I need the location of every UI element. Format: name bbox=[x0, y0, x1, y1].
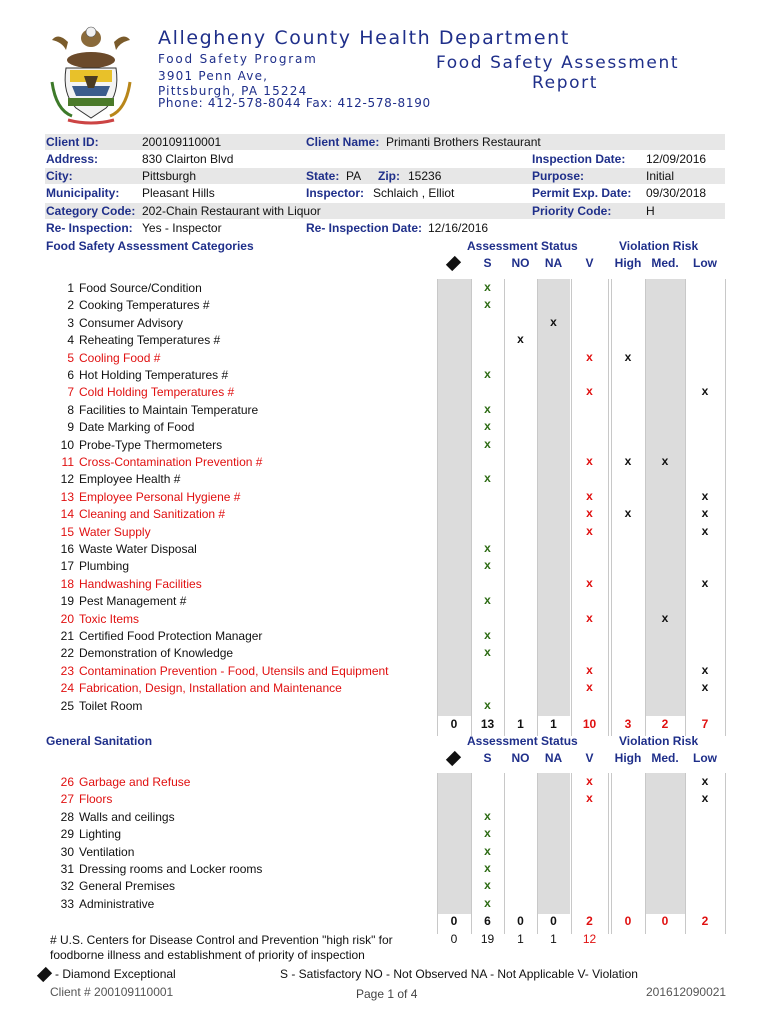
state-label: State: bbox=[306, 169, 340, 183]
zip-label: Zip: bbox=[378, 169, 400, 183]
item-name: Waste Water Disposal bbox=[79, 542, 197, 556]
report-title-line-1: Food Safety Assessment bbox=[436, 53, 680, 73]
food_section-col-s: S bbox=[483, 256, 492, 270]
inspector-value: Schlaich , Elliot bbox=[373, 186, 455, 200]
item-number: 32 bbox=[60, 879, 74, 894]
item-name: Fabrication, Design, Installation and Maintenance bbox=[79, 681, 342, 696]
sanitation_section-risk-header: Violation Risk bbox=[619, 734, 699, 748]
cdc-note-line-2: foodborne illness and establishment of priority of inspection bbox=[50, 948, 365, 962]
reinspection-date: 12/16/2016 bbox=[428, 221, 489, 235]
mark-s: x bbox=[484, 878, 491, 893]
item-name: Dressing rooms and Locker rooms bbox=[79, 862, 263, 876]
item-number: 29 bbox=[60, 827, 74, 842]
item-number: 25 bbox=[60, 698, 74, 713]
sanitation_section-shade-m bbox=[645, 773, 685, 914]
sanitation_section-total-high: 0 bbox=[624, 914, 632, 928]
food_section-title: Food Safety Assessment Categories bbox=[46, 239, 254, 253]
food_section-rule bbox=[611, 279, 612, 736]
reinspection-date-label: Re- Inspection Date: bbox=[306, 221, 423, 235]
item-number: 31 bbox=[60, 862, 74, 876]
food_section-rule bbox=[504, 279, 505, 736]
cdc-note-line-1: # U.S. Centers for Disease Control and Prevention "high risk" for bbox=[50, 933, 393, 947]
food_section-rule bbox=[537, 279, 538, 736]
sanitation_section-col-m: Med. bbox=[651, 751, 679, 765]
municipality-label: Municipality: bbox=[46, 186, 120, 200]
mark-v: x bbox=[586, 774, 593, 788]
risk-mark-lo: x bbox=[701, 384, 709, 399]
mark-s: x bbox=[484, 697, 491, 712]
risk-mark-lo: x bbox=[701, 506, 709, 521]
sanitation_section-title: General Sanitation bbox=[46, 734, 153, 748]
item-name: Administrative bbox=[79, 896, 155, 911]
risk-mark-lo: x bbox=[701, 575, 709, 590]
item-name: Probe-Type Thermometers bbox=[79, 437, 223, 452]
item-number: 16 bbox=[60, 542, 74, 556]
item-name: Contamination Prevention - Food, Utensils and Equipment bbox=[79, 663, 389, 678]
food_section-total-v: 10 bbox=[582, 717, 597, 731]
risk-mark-lo: x bbox=[701, 488, 709, 503]
sanitation_section-rule bbox=[685, 773, 686, 934]
risk-mark-h: x bbox=[624, 454, 632, 468]
item-name: Toxic Items bbox=[79, 611, 140, 626]
sanitation_section-total-na: 1 bbox=[550, 932, 557, 946]
item-name: Hot Holding Temperatures # bbox=[79, 368, 229, 382]
program-title: Food Safety Program bbox=[158, 52, 318, 66]
city-label: City: bbox=[46, 169, 73, 183]
address-line-2: Pittsburgh, PA 15224 bbox=[158, 84, 308, 98]
mark-s: x bbox=[484, 280, 491, 294]
item-name: Certified Food Protection Manager bbox=[79, 629, 263, 643]
sanitation_section-col-no: NO bbox=[511, 751, 530, 765]
mark-v: x bbox=[586, 523, 593, 538]
item-number: 11 bbox=[61, 455, 74, 469]
item-number: 8 bbox=[67, 402, 74, 417]
item-number: 20 bbox=[60, 611, 74, 626]
client-name-label: Client Name: bbox=[306, 135, 380, 149]
state-value: PA bbox=[346, 169, 362, 183]
item-number: 23 bbox=[60, 663, 74, 678]
item-number: 12 bbox=[60, 472, 74, 487]
sanitation_section-shade-d bbox=[437, 773, 471, 914]
mark-v: x bbox=[586, 662, 593, 677]
item-number: 4 bbox=[67, 333, 74, 348]
food_section-total-na: 1 bbox=[550, 717, 557, 731]
food_section-total-low: 7 bbox=[701, 717, 709, 731]
sanitation_section-rule bbox=[571, 773, 572, 934]
sanitation_section-col-h: High bbox=[614, 751, 642, 765]
sanitation_section-rule bbox=[645, 773, 646, 934]
mark-s: x bbox=[484, 861, 491, 875]
mark-s: x bbox=[484, 593, 491, 608]
item-name: Garbage and Refuse bbox=[79, 775, 191, 789]
address-value: 830 Clairton Blvd bbox=[142, 152, 234, 166]
food_section-rule bbox=[685, 279, 686, 736]
food_section-total-no: 1 bbox=[517, 717, 524, 731]
food_section-rule bbox=[725, 279, 726, 736]
food_section-total-d: 0 bbox=[450, 717, 458, 731]
sanitation_section-status-header: Assessment Status bbox=[467, 734, 578, 748]
priority-code-label: Priority Code: bbox=[532, 204, 612, 218]
item-name: Employee Health # bbox=[79, 472, 181, 487]
sanitation_section-total-no: 1 bbox=[517, 932, 524, 946]
client-id: 200109110001 bbox=[142, 135, 222, 149]
item-name: Pest Management # bbox=[79, 594, 187, 609]
food_section-rule bbox=[571, 279, 572, 736]
item-name: Consumer Advisory bbox=[79, 315, 184, 330]
item-name: Date Marking of Food bbox=[79, 420, 195, 435]
item-number: 7 bbox=[67, 385, 74, 400]
item-number: 6 bbox=[67, 368, 74, 382]
inspection-date-label: Inspection Date: bbox=[532, 152, 626, 166]
item-number: 33 bbox=[60, 896, 74, 911]
mark-v: x bbox=[586, 454, 593, 468]
item-name: Cooking Temperatures # bbox=[79, 298, 210, 313]
item-number: 14 bbox=[60, 507, 74, 522]
address-label: Address: bbox=[46, 152, 99, 166]
mark-v: x bbox=[586, 680, 593, 695]
item-number: 13 bbox=[60, 489, 74, 504]
footer-client-number: Client # 200109110001 bbox=[50, 985, 174, 999]
mark-s: x bbox=[484, 645, 491, 660]
food_section-col-h: High bbox=[614, 256, 642, 270]
item-name: Ventilation bbox=[79, 844, 135, 859]
mark-s: x bbox=[484, 419, 491, 434]
item-name: Employee Personal Hygiene # bbox=[79, 489, 241, 504]
document-id: 201612090021 bbox=[646, 985, 727, 999]
risk-mark-m: x bbox=[661, 454, 669, 468]
status-legend: S - Satisfactory NO - Not Observed NA - Not Applicable V- Violation bbox=[280, 967, 638, 981]
item-name: Cooling Food # bbox=[79, 350, 161, 365]
item-number: 9 bbox=[67, 420, 74, 435]
food_section-shade-d bbox=[437, 279, 471, 716]
food_section-col-lo: Low bbox=[693, 256, 717, 270]
item-name: Handwashing Facilities bbox=[79, 576, 202, 591]
mark-v: x bbox=[586, 610, 593, 625]
item-number: 10 bbox=[60, 437, 74, 452]
item-number: 21 bbox=[60, 629, 74, 643]
mark-s: x bbox=[484, 436, 491, 451]
food_section-risk-header: Violation Risk bbox=[619, 239, 699, 253]
food_section-col-no: NO bbox=[511, 256, 530, 270]
item-name: Reheating Temperatures # bbox=[79, 333, 221, 348]
phone-fax: Phone: 412-578-8044 Fax: 412-578-8190 bbox=[158, 96, 431, 110]
mark-s: x bbox=[484, 471, 491, 486]
zip-value: 15236 bbox=[408, 169, 442, 183]
sanitation_section-col-na: NA bbox=[544, 751, 563, 765]
food_section-rule bbox=[437, 279, 438, 736]
risk-mark-lo: x bbox=[701, 680, 709, 695]
diamond-icon bbox=[37, 967, 52, 982]
purpose-label: Purpose: bbox=[532, 169, 585, 183]
risk-mark-h: x bbox=[624, 506, 632, 521]
mark-v: x bbox=[586, 349, 593, 364]
item-number: 22 bbox=[60, 646, 74, 661]
mark-v: x bbox=[586, 488, 593, 503]
mark-s: x bbox=[484, 401, 491, 416]
item-number: 17 bbox=[60, 559, 74, 574]
mark-v: x bbox=[586, 506, 593, 521]
sanitation_section-total-na: 0 bbox=[550, 914, 557, 928]
risk-mark-lo: x bbox=[701, 662, 709, 677]
sanitation_section-shade-na bbox=[537, 773, 570, 914]
item-number: 18 bbox=[60, 576, 74, 591]
page-number: Page 1 of 4 bbox=[356, 987, 418, 1001]
client-id-label: Client ID: bbox=[46, 135, 99, 149]
category-code-value: 202-Chain Restaurant with Liquor bbox=[142, 204, 321, 218]
food_section-rule bbox=[645, 279, 646, 736]
item-number: 5 bbox=[67, 350, 74, 365]
permit-exp-label: Permit Exp. Date: bbox=[532, 186, 632, 200]
county-seal bbox=[48, 22, 134, 126]
item-number: 30 bbox=[60, 844, 74, 859]
food_section-diamond-icon bbox=[446, 256, 461, 271]
food_section-col-m: Med. bbox=[651, 256, 679, 270]
category-code-label: Category Code: bbox=[46, 204, 136, 218]
food_section-total-med: 2 bbox=[661, 717, 669, 731]
item-number: 27 bbox=[60, 792, 74, 807]
risk-mark-lo: x bbox=[701, 774, 709, 788]
food_section-total-high: 3 bbox=[624, 717, 632, 731]
mark-s: x bbox=[484, 558, 491, 573]
mark-s: x bbox=[484, 628, 491, 642]
mark-s: x bbox=[484, 895, 491, 910]
item-number: 15 bbox=[60, 524, 74, 539]
inspector-label: Inspector: bbox=[306, 186, 365, 200]
purpose-value: Initial bbox=[646, 169, 675, 183]
item-name: Walls and ceilings bbox=[79, 809, 175, 824]
food_section-total-s: 13 bbox=[480, 717, 495, 731]
mark-s: x bbox=[484, 541, 491, 555]
client-name: Primanti Brothers Restaurant bbox=[386, 135, 541, 149]
item-name: Cold Holding Temperatures # bbox=[79, 385, 235, 400]
sanitation_section-rule bbox=[471, 773, 472, 934]
sanitation_section-rule bbox=[437, 773, 438, 934]
sanitation_section-rule bbox=[537, 773, 538, 934]
item-number: 24 bbox=[60, 681, 74, 696]
sanitation_section-total-low: 2 bbox=[701, 914, 709, 928]
diamond-legend: - Diamond Exceptional bbox=[55, 967, 176, 981]
sanitation_section-total-s: 19 bbox=[480, 932, 495, 946]
mark-v: x bbox=[586, 384, 593, 399]
mark-s: x bbox=[484, 808, 491, 823]
sanitation_section-total-d: 0 bbox=[450, 914, 458, 928]
reinspection-value: Yes - Inspector bbox=[142, 221, 222, 235]
sanitation_section-total-d: 0 bbox=[450, 932, 458, 946]
mark-s: x bbox=[484, 297, 491, 312]
mark-v: x bbox=[586, 791, 593, 806]
item-name: Toilet Room bbox=[79, 698, 143, 713]
risk-mark-h: x bbox=[624, 349, 632, 364]
mark-s: x bbox=[484, 826, 491, 841]
permit-exp-date: 09/30/2018 bbox=[646, 186, 707, 200]
sanitation_section-rule bbox=[608, 773, 609, 934]
mark-no: x bbox=[517, 332, 524, 347]
item-name: Floors bbox=[79, 792, 113, 807]
mark-s: x bbox=[484, 843, 491, 858]
sanitation_section-diamond-icon bbox=[446, 751, 461, 766]
food_section-col-na: NA bbox=[544, 256, 563, 270]
sanitation_section-total-v: 2 bbox=[586, 914, 593, 928]
item-name: Cross-Contamination Prevention # bbox=[79, 455, 263, 469]
food_section-shade-na bbox=[537, 279, 570, 716]
item-number: 2 bbox=[67, 298, 74, 313]
sanitation_section-col-v: V bbox=[585, 751, 594, 765]
item-name: Lighting bbox=[79, 827, 122, 842]
sanitation_section-rule bbox=[504, 773, 505, 934]
food_section-col-v: V bbox=[585, 256, 594, 270]
item-name: Plumbing bbox=[79, 559, 130, 574]
sanitation_section-col-s: S bbox=[483, 751, 492, 765]
item-name: Cleaning and Sanitization # bbox=[79, 507, 226, 522]
risk-mark-m: x bbox=[661, 610, 669, 625]
address-line-1: 3901 Penn Ave, bbox=[158, 69, 269, 83]
risk-mark-lo: x bbox=[701, 791, 709, 806]
municipality-value: Pleasant Hills bbox=[142, 186, 215, 200]
food_section-status-header: Assessment Status bbox=[467, 239, 578, 253]
item-name: Facilities to Maintain Temperature bbox=[79, 402, 259, 417]
food_section-rule bbox=[608, 279, 609, 736]
item-number: 28 bbox=[60, 809, 74, 824]
report-title-line-2: Report bbox=[532, 73, 598, 93]
sanitation_section-total-no: 0 bbox=[517, 914, 524, 928]
food_section-rule bbox=[471, 279, 472, 736]
priority-code-value: H bbox=[646, 204, 655, 218]
item-name: Water Supply bbox=[79, 524, 151, 539]
risk-mark-lo: x bbox=[701, 523, 709, 538]
reinspection-label: Re- Inspection: bbox=[46, 221, 133, 235]
sanitation_section-total-med: 0 bbox=[661, 914, 669, 928]
city-value: Pittsburgh bbox=[142, 169, 197, 183]
item-name: Demonstration of Knowledge bbox=[79, 646, 234, 661]
sanitation_section-rule bbox=[611, 773, 612, 934]
item-number: 26 bbox=[60, 775, 74, 789]
sanitation_section-rule bbox=[725, 773, 726, 934]
department-title: Allegheny County Health Department bbox=[158, 27, 570, 49]
item-number: 19 bbox=[60, 594, 74, 609]
inspection-date: 12/09/2016 bbox=[646, 152, 707, 166]
mark-na: x bbox=[550, 314, 557, 329]
item-name: General Premises bbox=[79, 879, 176, 894]
item-number: 3 bbox=[67, 315, 74, 330]
item-number: 1 bbox=[67, 281, 74, 295]
food_section-shade-m bbox=[645, 279, 685, 716]
sanitation_section-total-v: 12 bbox=[582, 932, 597, 946]
mark-v: x bbox=[586, 575, 593, 590]
sanitation_section-total-s: 6 bbox=[484, 914, 491, 928]
sanitation_section-col-lo: Low bbox=[693, 751, 717, 765]
mark-s: x bbox=[484, 367, 491, 381]
item-name: Food Source/Condition bbox=[79, 281, 202, 295]
